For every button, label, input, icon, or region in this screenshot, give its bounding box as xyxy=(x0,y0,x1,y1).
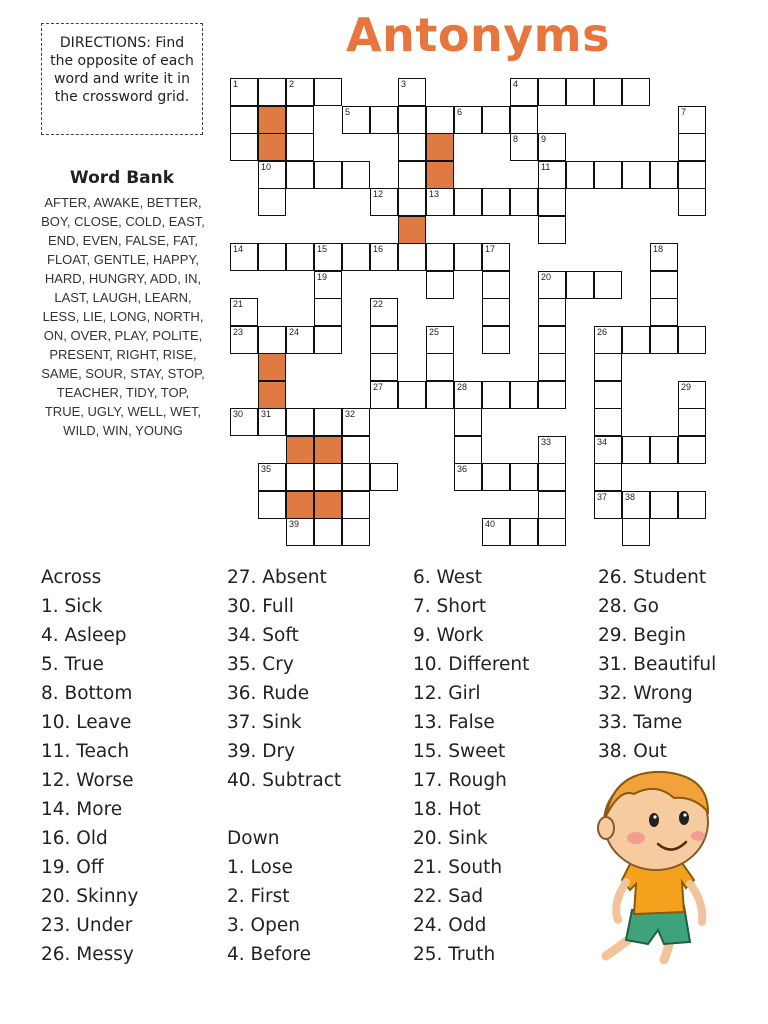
grid-cell[interactable] xyxy=(510,463,538,491)
clue-item: 36. Rude xyxy=(227,683,310,704)
clue-item: 29. Begin xyxy=(598,625,686,646)
clue-item: 4. Asleep xyxy=(41,625,127,646)
grid-cell[interactable] xyxy=(538,161,566,189)
clue-item: 13. False xyxy=(413,712,495,733)
clue-number: 2 xyxy=(289,79,295,89)
grid-cell[interactable] xyxy=(454,106,482,134)
grid-cell[interactable] xyxy=(258,463,286,491)
grid-cell[interactable] xyxy=(510,381,538,409)
grid-cell[interactable] xyxy=(678,491,706,519)
grid-cell[interactable] xyxy=(538,271,566,299)
clue-column-3 xyxy=(413,563,529,969)
grid-cell[interactable] xyxy=(482,463,510,491)
clue-column-4 xyxy=(598,563,716,766)
grid-cell[interactable] xyxy=(398,243,426,271)
grid-cell[interactable] xyxy=(426,243,454,271)
clue-number: 14 xyxy=(233,244,244,254)
grid-cell[interactable] xyxy=(314,326,342,354)
grid-cell[interactable] xyxy=(650,243,678,271)
grid-cell[interactable] xyxy=(286,408,314,436)
grid-cell[interactable] xyxy=(314,243,342,271)
clue-number: 13 xyxy=(429,189,440,199)
grid-cell[interactable] xyxy=(286,326,314,354)
shaded-grid-cell[interactable] xyxy=(314,436,342,464)
clue-item: 9. Work xyxy=(413,625,484,646)
clue-item: 22. Sad xyxy=(413,886,484,907)
grid-cell[interactable] xyxy=(230,298,258,326)
clue-number: 12 xyxy=(373,189,384,199)
grid-cell[interactable] xyxy=(678,106,706,134)
grid-cell[interactable] xyxy=(342,408,370,436)
grid-cell[interactable] xyxy=(314,298,342,326)
grid-cell[interactable] xyxy=(650,298,678,326)
clue-number: 8 xyxy=(513,134,519,144)
grid-cell[interactable] xyxy=(314,78,342,106)
grid-cell[interactable] xyxy=(650,326,678,354)
clue-number: 19 xyxy=(317,271,328,282)
page-title: Antonyms xyxy=(346,8,610,62)
clue-item: 12. Worse xyxy=(41,770,134,791)
clue-number: 37 xyxy=(597,491,608,502)
grid-cell[interactable] xyxy=(538,298,566,326)
clue-number: 27 xyxy=(373,381,384,392)
clue-item: 25. Truth xyxy=(413,944,496,965)
grid-cell[interactable] xyxy=(342,436,370,464)
grid-cell[interactable] xyxy=(426,271,454,299)
grid-cell[interactable] xyxy=(538,78,566,106)
grid-cell[interactable] xyxy=(426,353,454,381)
clue-number: 34 xyxy=(597,436,608,447)
clue-item: 20. Skinny xyxy=(41,886,139,907)
grid-cell[interactable] xyxy=(426,188,454,216)
clue-number: 10 xyxy=(261,161,272,172)
grid-cell[interactable] xyxy=(566,271,594,299)
grid-cell[interactable] xyxy=(678,408,706,436)
clue-number: 1 xyxy=(233,79,239,89)
clue-item: 19. Off xyxy=(41,857,104,878)
shaded-grid-cell[interactable] xyxy=(258,381,286,409)
clue-number: 39 xyxy=(289,519,300,529)
grid-cell[interactable] xyxy=(258,161,286,189)
clue-column-2 xyxy=(227,563,341,969)
clue-number: 22 xyxy=(373,299,384,309)
clue-item: 3. Open xyxy=(227,915,300,936)
clue-item: 35. Cry xyxy=(227,654,294,675)
clue-column-1 xyxy=(41,563,138,969)
shaded-grid-cell[interactable] xyxy=(258,106,286,134)
shaded-grid-cell[interactable] xyxy=(398,216,426,244)
clue-number: 26 xyxy=(597,326,608,337)
clue-item: 33. Tame xyxy=(598,712,683,733)
grid-cell[interactable] xyxy=(678,188,706,216)
grid-cell[interactable] xyxy=(454,381,482,409)
clue-number: 40 xyxy=(485,519,496,529)
clue-number: 6 xyxy=(457,106,463,117)
grid-cell[interactable] xyxy=(678,381,706,409)
grid-cell[interactable] xyxy=(538,381,566,409)
grid-cell[interactable] xyxy=(594,408,622,436)
shaded-grid-cell[interactable] xyxy=(426,133,454,161)
grid-cell[interactable] xyxy=(230,78,258,106)
grid-cell[interactable] xyxy=(258,491,286,519)
clue-item: 12. Girl xyxy=(413,683,481,704)
directions-box: DIRECTIONS: Find the opposite of each word and write it in the crossword grid. xyxy=(41,23,203,135)
grid-cell[interactable] xyxy=(230,326,258,354)
clue-number: 7 xyxy=(681,106,687,117)
grid-cell[interactable] xyxy=(538,463,566,491)
grid-cell[interactable] xyxy=(370,463,398,491)
grid-cell[interactable] xyxy=(594,161,622,189)
clue-number: 5 xyxy=(345,106,351,117)
grid-cell[interactable] xyxy=(482,518,510,546)
grid-cell[interactable] xyxy=(538,491,566,519)
clue-number: 32 xyxy=(345,409,356,419)
clue-item: 2. First xyxy=(227,886,290,907)
grid-cell[interactable] xyxy=(650,436,678,464)
grid-cell[interactable] xyxy=(454,408,482,436)
grid-cell[interactable] xyxy=(622,78,650,106)
clue-section-heading: Down xyxy=(227,828,280,849)
clue-number: 33 xyxy=(541,436,552,447)
clue-number: 25 xyxy=(429,326,440,337)
grid-cell[interactable] xyxy=(370,188,398,216)
grid-cell[interactable] xyxy=(482,326,510,354)
clue-number: 20 xyxy=(541,271,552,282)
grid-cell[interactable] xyxy=(258,78,286,106)
clue-number: 18 xyxy=(653,244,664,254)
clue-number: 17 xyxy=(485,244,496,254)
grid-cell[interactable] xyxy=(342,161,370,189)
grid-cell[interactable] xyxy=(454,463,482,491)
grid-cell[interactable] xyxy=(678,133,706,161)
grid-cell[interactable] xyxy=(286,106,314,134)
grid-cell[interactable] xyxy=(342,491,370,519)
grid-cell[interactable] xyxy=(398,188,426,216)
grid-cell[interactable] xyxy=(342,518,370,546)
grid-cell[interactable] xyxy=(370,353,398,381)
grid-cell[interactable] xyxy=(370,243,398,271)
clue-item: 6. West xyxy=(413,567,483,588)
clue-item: 4. Before xyxy=(227,944,312,965)
grid-cell[interactable] xyxy=(426,326,454,354)
grid-cell[interactable] xyxy=(426,381,454,409)
clue-item: 39. Dry xyxy=(227,741,296,762)
clue-item: 14. More xyxy=(41,799,123,820)
grid-cell[interactable] xyxy=(510,188,538,216)
grid-cell[interactable] xyxy=(258,326,286,354)
grid-cell[interactable] xyxy=(510,133,538,161)
clue-number: 30 xyxy=(233,409,244,419)
grid-cell[interactable] xyxy=(230,106,258,134)
clue-number: 11 xyxy=(541,161,551,172)
grid-cell[interactable] xyxy=(230,133,258,161)
grid-cell[interactable] xyxy=(426,106,454,134)
clue-number: 23 xyxy=(233,326,244,337)
grid-cell[interactable] xyxy=(510,78,538,106)
grid-cell[interactable] xyxy=(622,436,650,464)
shaded-grid-cell[interactable] xyxy=(426,161,454,189)
grid-cell[interactable] xyxy=(370,106,398,134)
clue-item: 16. Old xyxy=(41,828,108,849)
grid-cell[interactable] xyxy=(538,353,566,381)
grid-cell[interactable] xyxy=(342,463,370,491)
grid-cell[interactable] xyxy=(594,491,622,519)
clue-number: 28 xyxy=(457,381,468,392)
clue-item: 8. Bottom xyxy=(41,683,133,704)
grid-cell[interactable] xyxy=(538,436,566,464)
grid-cell[interactable] xyxy=(482,106,510,134)
clue-item: 17. Rough xyxy=(413,770,507,791)
grid-cell[interactable] xyxy=(370,298,398,326)
grid-cell[interactable] xyxy=(678,436,706,464)
clue-item: 40. Subtract xyxy=(227,770,342,791)
grid-cell[interactable] xyxy=(286,518,314,546)
grid-cell[interactable] xyxy=(230,408,258,436)
shaded-grid-cell[interactable] xyxy=(258,353,286,381)
clue-item: 38. Out xyxy=(598,741,667,762)
grid-cell[interactable] xyxy=(314,271,342,299)
clue-number: 15 xyxy=(317,244,328,254)
clue-item: 28. Go xyxy=(598,596,659,617)
grid-cell[interactable] xyxy=(538,188,566,216)
shaded-grid-cell[interactable] xyxy=(258,133,286,161)
clue-item: 11. Teach xyxy=(41,741,130,762)
grid-cell[interactable] xyxy=(454,436,482,464)
clue-number: 9 xyxy=(541,134,547,144)
grid-cell[interactable] xyxy=(398,106,426,134)
grid-cell[interactable] xyxy=(454,188,482,216)
clue-item: 5. True xyxy=(41,654,104,675)
grid-cell[interactable] xyxy=(622,518,650,546)
grid-cell[interactable] xyxy=(594,78,622,106)
clue-item: 10. Different xyxy=(413,654,530,675)
grid-cell[interactable] xyxy=(314,161,342,189)
grid-cell[interactable] xyxy=(398,381,426,409)
grid-cell[interactable] xyxy=(230,243,258,271)
shaded-grid-cell[interactable] xyxy=(314,491,342,519)
grid-cell[interactable] xyxy=(538,216,566,244)
grid-cell[interactable] xyxy=(342,243,370,271)
shaded-grid-cell[interactable] xyxy=(286,436,314,464)
boy-illustration xyxy=(560,764,740,964)
grid-cell[interactable] xyxy=(314,518,342,546)
clue-item: 7. Short xyxy=(413,596,487,617)
clue-item: 37. Sink xyxy=(227,712,302,733)
grid-cell[interactable] xyxy=(566,161,594,189)
clue-number: 35 xyxy=(261,464,272,474)
clue-item: 32. Wrong xyxy=(598,683,693,704)
grid-cell[interactable] xyxy=(622,161,650,189)
clue-item: 30. Full xyxy=(227,596,294,617)
clue-item: 20. Sink xyxy=(413,828,488,849)
clue-item: 31. Beautiful xyxy=(598,654,717,675)
clue-number: 24 xyxy=(289,326,300,337)
clue-item: 18. Hot xyxy=(413,799,481,820)
grid-cell[interactable] xyxy=(398,161,426,189)
grid-cell[interactable] xyxy=(286,133,314,161)
grid-cell[interactable] xyxy=(510,518,538,546)
clue-number: 38 xyxy=(625,491,636,502)
grid-cell[interactable] xyxy=(678,326,706,354)
grid-cell[interactable] xyxy=(482,243,510,271)
grid-cell[interactable] xyxy=(454,243,482,271)
grid-cell[interactable] xyxy=(622,491,650,519)
grid-cell[interactable] xyxy=(370,381,398,409)
grid-cell[interactable] xyxy=(650,161,678,189)
grid-cell[interactable] xyxy=(482,188,510,216)
grid-cell[interactable] xyxy=(398,78,426,106)
clue-item: 1. Lose xyxy=(227,857,293,878)
grid-cell[interactable] xyxy=(538,326,566,354)
grid-cell[interactable] xyxy=(286,243,314,271)
grid-cell[interactable] xyxy=(594,271,622,299)
clue-item: 1. Sick xyxy=(41,596,103,617)
word-bank-list: AFTER, AWAKE, BETTER, BOY, CLOSE, COLD, EAST, END, EVEN, FALSE, FAT, FLOAT, GENTLE, HAPPY, HARD, HUNGRY, ADD, IN, LAST, LAUGH, LEARN, LESS, LIE, LONG, NORTH, ON, OVER, PLAY, POLITE, PRESENT, RIGHT, RISE, SAME, SOUR, STAY, STOP, TEACHER, TIDY, TOP, TRUE, UGLY, WELL, WET, WILD, WIN, YOUNG xyxy=(41,195,205,438)
grid-cell[interactable] xyxy=(538,133,566,161)
grid-cell[interactable] xyxy=(650,271,678,299)
grid-cell[interactable] xyxy=(538,518,566,546)
clue-item: 26. Student xyxy=(598,567,707,588)
clue-item: 24. Odd xyxy=(413,915,487,936)
clue-number: 4 xyxy=(513,79,519,89)
shaded-grid-cell[interactable] xyxy=(286,491,314,519)
grid-cell[interactable] xyxy=(398,133,426,161)
clue-item: 27. Absent xyxy=(227,567,327,588)
clue-item: 10. Leave xyxy=(41,712,132,733)
clue-number: 3 xyxy=(401,79,407,89)
grid-cell[interactable] xyxy=(650,491,678,519)
grid-cell[interactable] xyxy=(594,436,622,464)
grid-cell[interactable] xyxy=(566,78,594,106)
clue-item: 15. Sweet xyxy=(413,741,506,762)
clue-number: 31 xyxy=(261,409,272,419)
grid-cell[interactable] xyxy=(594,353,622,381)
grid-cell[interactable] xyxy=(482,271,510,299)
grid-cell[interactable] xyxy=(286,463,314,491)
grid-cell[interactable] xyxy=(594,381,622,409)
grid-cell[interactable] xyxy=(622,326,650,354)
word-bank-title: Word Bank xyxy=(69,168,175,188)
grid-cell[interactable] xyxy=(370,326,398,354)
clue-number: 36 xyxy=(457,464,468,474)
grid-cell[interactable] xyxy=(510,106,538,134)
grid-cell[interactable] xyxy=(258,408,286,436)
clue-number: 16 xyxy=(373,244,384,254)
clue-item xyxy=(227,795,341,824)
grid-cell[interactable] xyxy=(594,326,622,354)
clue-item: 21. South xyxy=(413,857,503,878)
clue-number: 21 xyxy=(233,299,244,309)
clue-section-heading: Across xyxy=(41,567,102,588)
grid-cell[interactable] xyxy=(482,298,510,326)
clue-item: 23. Under xyxy=(41,915,133,936)
grid-cell[interactable] xyxy=(258,243,286,271)
grid-cell[interactable] xyxy=(286,78,314,106)
grid-cell[interactable] xyxy=(314,408,342,436)
grid-cell[interactable] xyxy=(594,463,622,491)
grid-cell[interactable] xyxy=(258,188,286,216)
grid-cell[interactable] xyxy=(482,381,510,409)
clue-item: 26. Messy xyxy=(41,944,134,965)
clue-item: 34. Soft xyxy=(227,625,299,646)
grid-cell[interactable] xyxy=(314,463,342,491)
grid-cell[interactable] xyxy=(678,161,706,189)
clue-number: 29 xyxy=(681,381,692,392)
grid-cell[interactable] xyxy=(286,161,314,189)
grid-cell[interactable] xyxy=(342,106,370,134)
